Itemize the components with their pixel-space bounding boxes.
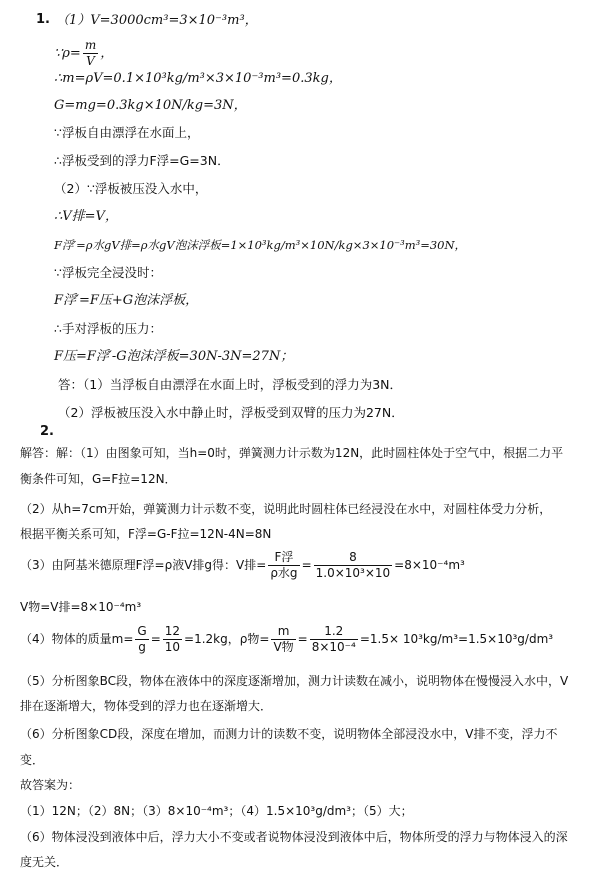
q1-line-floating: ∵浮板自由漂浮在水面上， — [54, 125, 200, 140]
equals-sign: = — [301, 558, 312, 572]
fraction-denominator: V物 — [273, 640, 294, 654]
q2-line-4-prefix: （4）物体的质量m= — [20, 632, 134, 646]
fraction-denominator: 10 — [164, 640, 181, 654]
fraction-denominator: g — [138, 640, 146, 654]
fraction-denominator: 1.0×10³×10 — [315, 566, 391, 580]
q2-line-answer-6: （6）物体浸没到液体中后，浮力大小不变或者说物体浸没到液体中后，物体所受的浮力与物体浸入的深 — [20, 830, 568, 844]
q2-fraction-5 — [271, 624, 295, 655]
q1-line-fully-submerged: ∵浮板完全浸没时： — [54, 265, 162, 280]
q1-line-gravity: G=mg=0.3kg×10N/kg=3N， — [54, 98, 247, 113]
q2-line-solution-1b: 衡条件可知，G=F拉=12N． — [20, 472, 177, 486]
fraction-numerator: 8 — [314, 550, 393, 566]
q2-line-solution-6b: 变． — [20, 753, 45, 767]
q1-line-vpai: ∴V排=V， — [54, 209, 118, 224]
fraction-numerator: F浮 — [268, 550, 299, 566]
q1-line-buoyancy: ∴浮板受到的浮力F浮=G=3N． — [54, 153, 230, 168]
q2-fraction-4 — [163, 624, 182, 655]
fraction-denominator: 8×10⁻⁴ — [311, 640, 356, 654]
q1-line-pressure-calc: F压=F浮′-G泡沫浮板=30N-3N=27N； — [54, 349, 294, 364]
q1-line-answer-2: （2）浮板被压没入水中静止时，浮板受到双臂的压力为27N． — [58, 405, 404, 420]
q2-line-answer-heading: 故答案为： — [20, 778, 81, 792]
fraction-numerator: m — [271, 624, 295, 640]
q1-density-tail: ， — [100, 46, 114, 61]
density-fraction — [83, 38, 98, 69]
equals-sign: = — [150, 632, 161, 646]
q1-line-buoyancy-calc: F浮′=ρ水gV排=ρ水gV泡沫浮板=1×10³kg/m³×10N/kg×3×10⁻³m³=30N， — [54, 238, 467, 252]
fraction-denominator: V — [86, 54, 95, 68]
fraction-numerator: 12 — [164, 624, 181, 638]
q2-line-solution-2: （2）从h=7cm开始，弹簧测力计示数不变，说明此时圆柱体已经浸没在水中，对圆柱体受力分析， — [20, 502, 552, 516]
q1-density-prefix: ∵ρ= — [54, 46, 81, 61]
q2-line-solution-3 — [20, 550, 465, 581]
fraction-denominator: ρ水g — [270, 566, 298, 580]
q1-line-density-formula — [54, 38, 113, 69]
q2-line-solution-2b: 根据平衡关系可知，F浮=G-F拉=12N-4N=8N — [20, 527, 272, 541]
q2-line-answer-summary: （1）12N；（2）8N；（3）8×10⁻⁴m³；（4）1.5×10³g/dm³；（5）大； — [20, 804, 413, 818]
q2-fraction-2 — [314, 550, 393, 581]
q2-line-4-tail: =1.5× 10³kg/m³=1.5×10³g/dm³ — [359, 632, 554, 646]
q2-line-solution-4 — [20, 624, 553, 655]
q2-fraction-3 — [135, 624, 148, 655]
fraction-numerator: 1.2 — [310, 624, 358, 640]
q1-line-force-balance: F浮′=F压+G泡沫浮板， — [54, 293, 199, 308]
q2-line-4-mid: =1.2kg，ρ物= — [184, 632, 270, 646]
q2-line-answer-6b: 度无关． — [20, 855, 69, 869]
q1-line-volume: （1）V=3000cm³=3×10⁻³m³， — [56, 13, 258, 28]
question-1-number: 1. — [36, 12, 50, 27]
fraction-numerator: G — [137, 624, 147, 638]
q2-line-solution-5: （5）分析图象BC段，物体在液体中的深度逐渐增加，测力计读数在减小，说明物体在慢慢浸入水中，V — [20, 674, 569, 688]
q2-fraction-1 — [268, 550, 299, 581]
q2-line-solution-5b: 排在逐渐增大，物体受到的浮力也在逐渐增大． — [20, 699, 273, 713]
q1-line-mass: ∴m=ρV=0.1×10³kg/m³×3×10⁻³m³=0.3kg， — [54, 71, 342, 86]
q2-fraction-6 — [310, 624, 358, 655]
q2-line-object-volume: V物=V排=8×10⁻⁴m³ — [20, 600, 142, 614]
q2-line-solution-1: 解答：解：（1）由图象可知，当h=0时，弹簧测力计示数为12N，此时圆柱体处于空气中，根据二力平 — [20, 446, 564, 460]
q1-line-hand-pressure: ∴手对浮板的压力： — [54, 321, 162, 336]
q1-line-answer-1: 答：（1）当浮板自由漂浮在水面上时，浮板受到的浮力为3N． — [58, 377, 403, 392]
q2-line-3-prefix: （3）由阿基米德原理F浮=ρ液V排g得：V排= — [20, 558, 267, 572]
equals-sign: = — [297, 632, 308, 646]
q2-line-3-tail: =8×10⁻⁴m³ — [394, 558, 465, 572]
q2-line-solution-6: （6）分析图象CD段，深度在增加，而测力计的读数不变，说明物体全部浸没水中，V排不变，浮力不 — [20, 727, 558, 741]
q1-line-part2: （2）∵浮板被压没入水中， — [54, 181, 208, 196]
question-2-number: 2. — [40, 424, 54, 439]
fraction-numerator: m — [84, 38, 97, 52]
